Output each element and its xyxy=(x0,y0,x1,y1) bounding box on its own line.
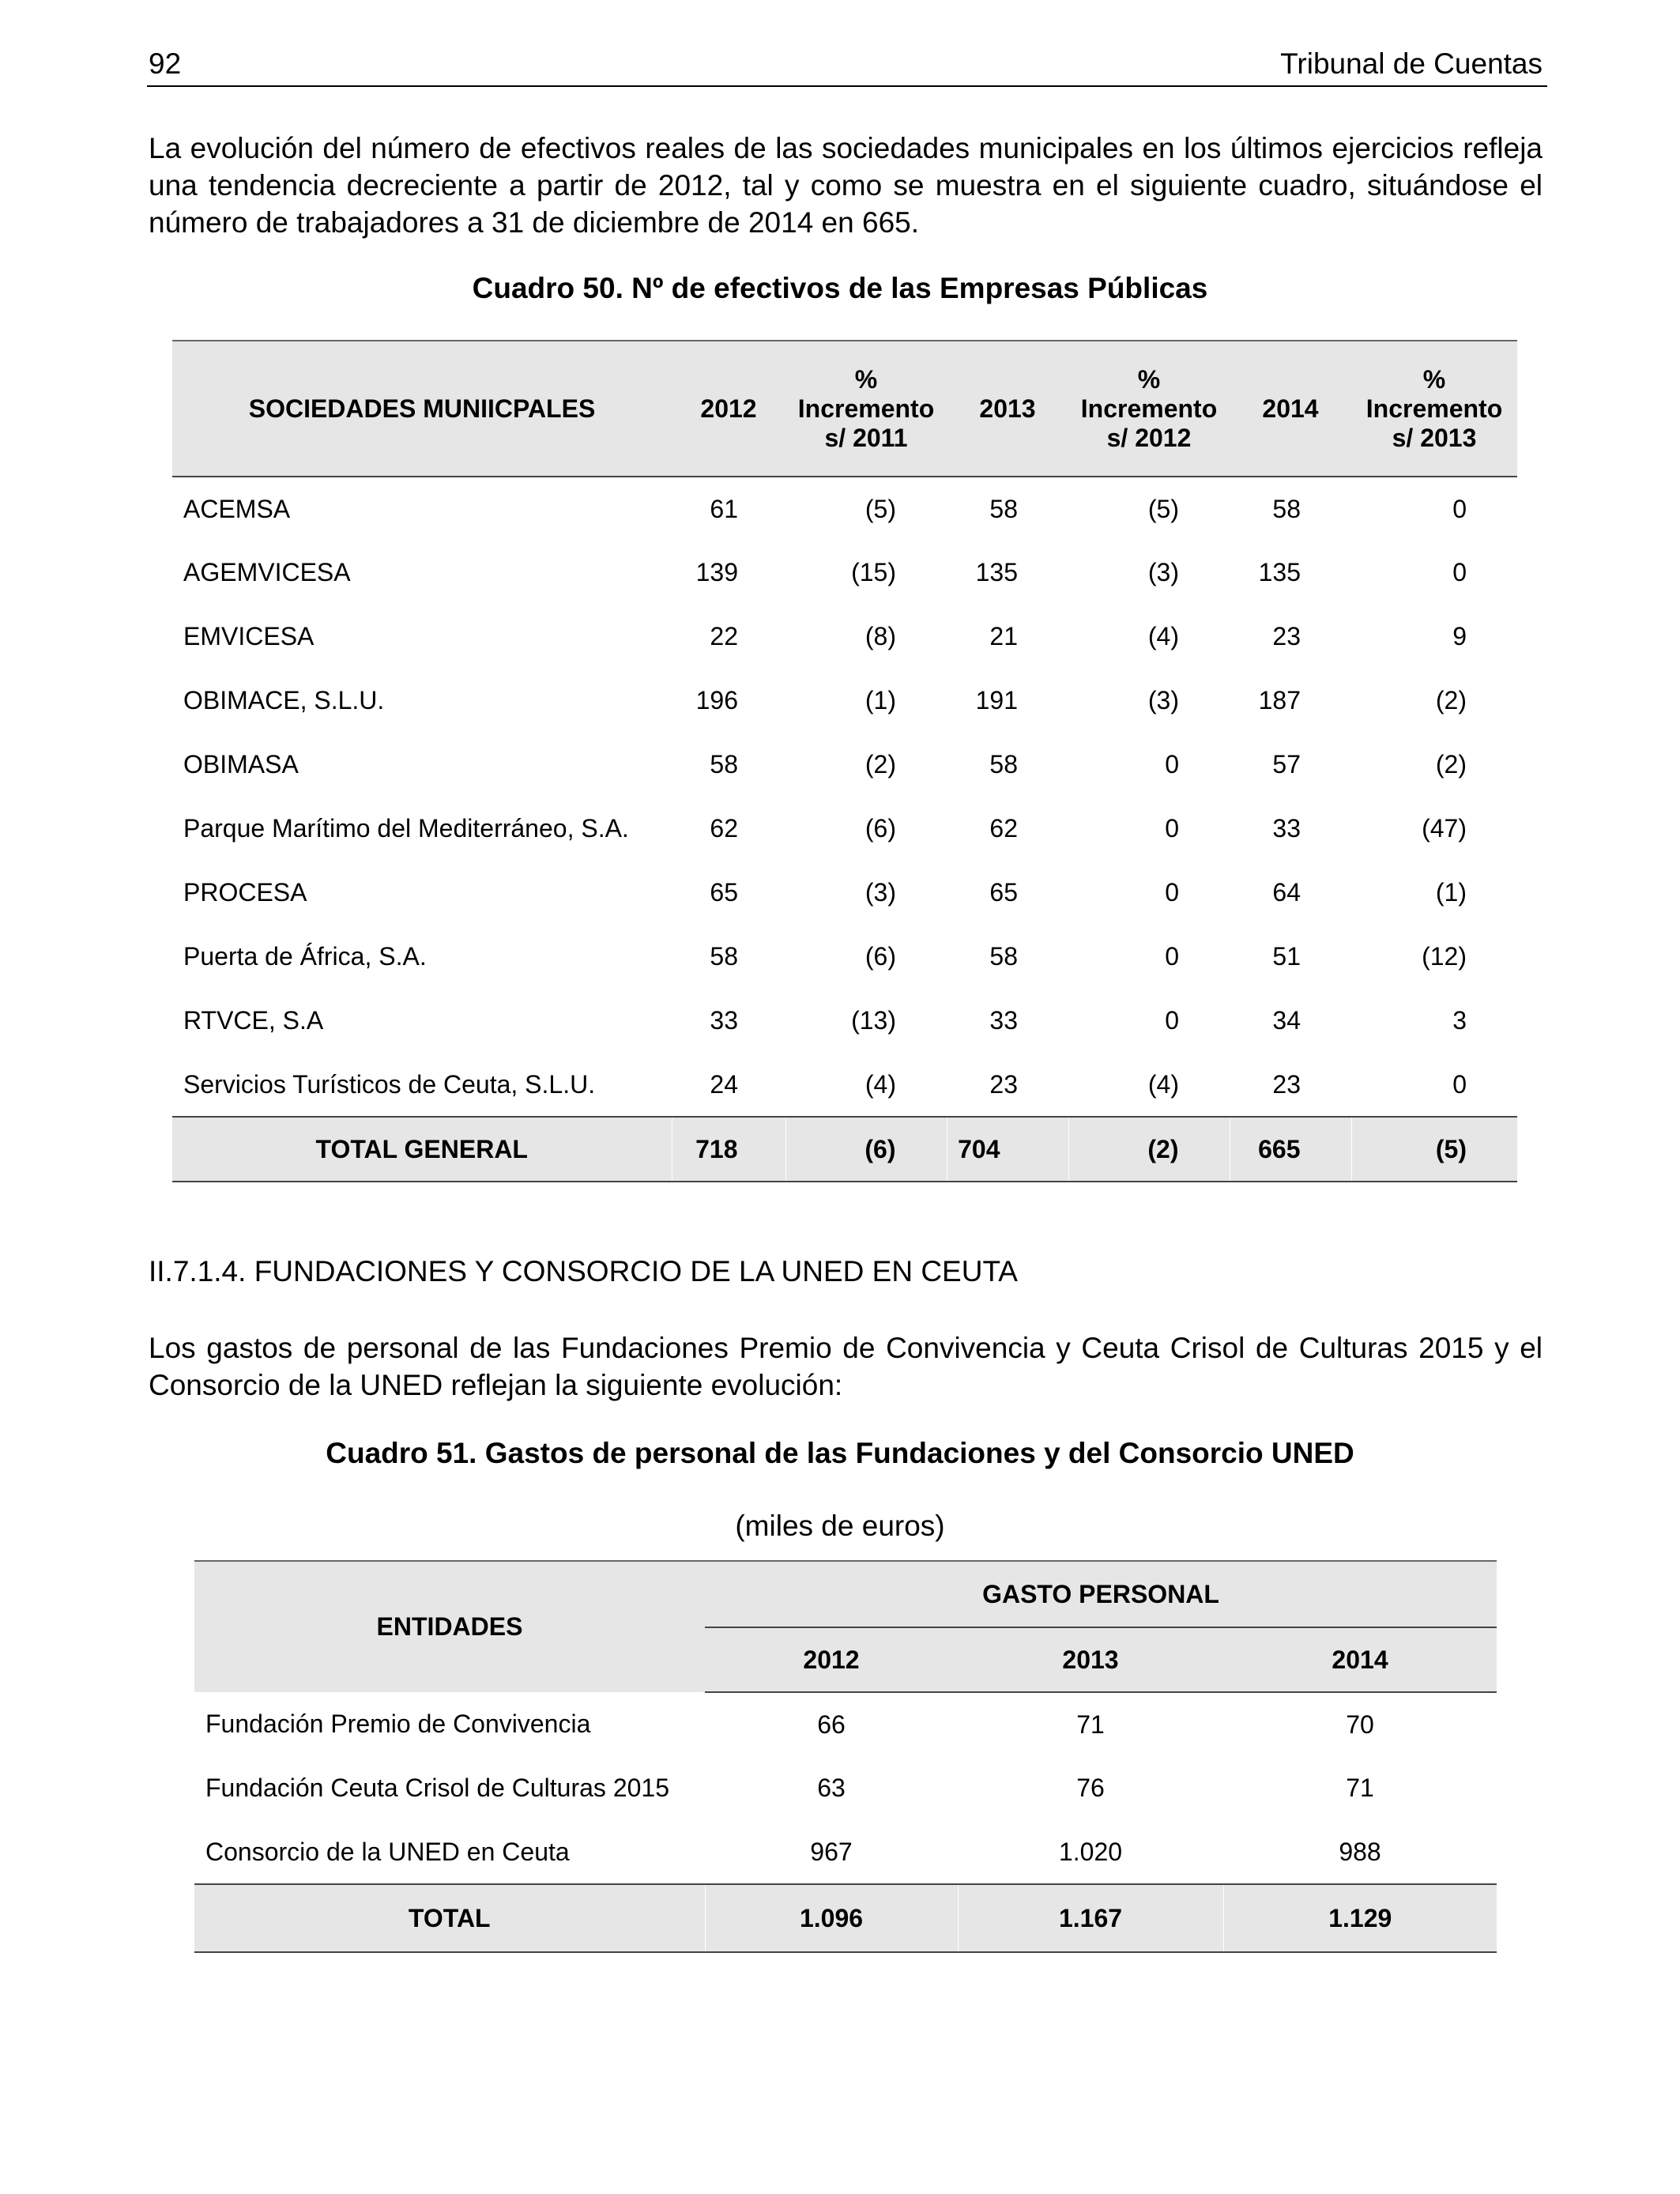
value-2012: 196 xyxy=(695,686,738,714)
entity-name: Fundación Ceuta Crisol de Culturas 2015 xyxy=(205,1774,669,1802)
increment-2012: (5) xyxy=(1147,494,1179,523)
value-2012: 139 xyxy=(695,558,738,586)
value-2014: 51 xyxy=(1272,942,1301,971)
table-header-row xyxy=(194,1561,1497,1627)
value-2013: 76 xyxy=(1076,1774,1105,1802)
increment-2012: 0 xyxy=(1165,1006,1179,1035)
header-rule xyxy=(147,85,1547,87)
total-label: TOTAL GENERAL xyxy=(172,1117,672,1182)
column-header-name: SOCIEDADES MUNIICPALES xyxy=(172,341,672,477)
column-header-gasto-personal: GASTO PERSONAL xyxy=(705,1561,1497,1627)
value-2013: 23 xyxy=(989,1069,1018,1099)
total-row xyxy=(172,1117,1517,1182)
value-2013: 62 xyxy=(989,814,1018,843)
column-header-inc-2011 xyxy=(785,341,947,477)
header-line: Incremento xyxy=(797,394,935,423)
company-name: Parque Marítimo del Mediterráneo, S.A. xyxy=(183,814,629,843)
value-2012: 62 xyxy=(710,814,738,843)
increment-2013: (2) xyxy=(1435,686,1467,714)
company-name: OBIMACE, S.L.U. xyxy=(183,686,385,714)
column-header-inc-2012 xyxy=(1068,341,1230,477)
section-paragraph: Los gastos de personal de las Fundaciones Premio de Convivencia y Ceuta Crisol de Culturas 2015 y el Consorcio de la UNED reflejan la siguiente evolución: xyxy=(149,1332,1543,1401)
table-row xyxy=(172,1053,1517,1117)
column-header-2014: 2014 xyxy=(1230,341,1351,477)
increment-2011: (1) xyxy=(864,686,896,714)
value-2014: 23 xyxy=(1272,1069,1301,1099)
increment-2013: (47) xyxy=(1422,814,1467,843)
header-line: % xyxy=(854,364,878,394)
table2-caption: Cuadro 51. Gastos de personal de las Fundaciones y del Consorcio UNED xyxy=(326,1437,1354,1469)
total-2014: 1.129 xyxy=(1223,1884,1497,1952)
column-header-entities: ENTIDADES xyxy=(194,1561,705,1692)
running-head: Tribunal de Cuentas xyxy=(1280,47,1543,80)
value-2014: 187 xyxy=(1258,686,1301,714)
efectivos-table xyxy=(172,340,1517,1182)
company-name: EMVICESA xyxy=(183,622,315,650)
value-2013: 58 xyxy=(989,494,1018,523)
value-2014: 70 xyxy=(1346,1710,1374,1739)
value-2013: 1.020 xyxy=(1058,1837,1123,1866)
total-2014: 665 xyxy=(1230,1117,1351,1182)
header-line: s/ 2011 xyxy=(824,423,908,452)
company-name: RTVCE, S.A xyxy=(183,1006,324,1035)
header-line: Incremento xyxy=(1365,394,1503,423)
value-2012: 22 xyxy=(710,622,738,650)
value-2014: 57 xyxy=(1272,750,1301,778)
total-2013: 704 xyxy=(947,1117,1068,1182)
value-2013: 191 xyxy=(975,686,1018,714)
company-name: ACEMSA xyxy=(183,494,291,523)
header-line: % xyxy=(1137,364,1161,394)
entity-name: Consorcio de la UNED en Ceuta xyxy=(205,1837,570,1866)
section-heading: II.7.1.4. FUNDACIONES Y CONSORCIO DE LA UNED EN CEUTA xyxy=(149,1255,1018,1287)
company-name: Servicios Turísticos de Ceuta, S.L.U. xyxy=(183,1069,596,1099)
table-row xyxy=(172,989,1517,1053)
increment-2011: (3) xyxy=(864,878,896,907)
value-2012: 61 xyxy=(710,494,738,523)
increment-2011: (15) xyxy=(851,558,896,586)
value-2012: 24 xyxy=(710,1069,738,1099)
table-row xyxy=(172,925,1517,989)
value-2014: 71 xyxy=(1346,1774,1374,1802)
increment-2013: 0 xyxy=(1452,1069,1467,1099)
column-header-inc-2013 xyxy=(1351,341,1517,477)
value-2013: 33 xyxy=(989,1006,1018,1035)
total-2013: 1.167 xyxy=(958,1884,1223,1952)
increment-2011: (6) xyxy=(864,942,896,971)
value-2012: 33 xyxy=(710,1006,738,1035)
table2-unit: (miles de euros) xyxy=(735,1510,945,1542)
header-line: % xyxy=(1422,364,1446,394)
company-name: PROCESA xyxy=(183,878,307,907)
increment-2013: 0 xyxy=(1452,494,1467,523)
column-header-2013: 2013 xyxy=(958,1627,1223,1692)
increment-2012: (3) xyxy=(1147,686,1179,714)
increment-2011: (5) xyxy=(864,494,896,523)
company-name: OBIMASA xyxy=(183,750,299,778)
increment-2011: (13) xyxy=(851,1006,896,1035)
table-row xyxy=(194,1692,1497,1756)
company-name: Puerta de África, S.A. xyxy=(183,942,427,971)
value-2012: 65 xyxy=(710,878,738,907)
total-2012: 1.096 xyxy=(705,1884,958,1952)
entity-name: Fundación Premio de Convivencia xyxy=(205,1710,591,1738)
value-2014: 58 xyxy=(1272,494,1301,523)
table-row xyxy=(172,605,1517,669)
gastos-personal-table xyxy=(194,1560,1497,1953)
value-2013: 65 xyxy=(989,878,1018,907)
value-2014: 64 xyxy=(1272,878,1301,907)
increment-2011: (8) xyxy=(864,622,896,650)
value-2013: 58 xyxy=(989,750,1018,778)
table-row xyxy=(172,669,1517,733)
value-2014: 34 xyxy=(1272,1006,1301,1035)
increment-2012: 0 xyxy=(1165,942,1179,971)
table-row xyxy=(194,1756,1497,1820)
total-2012: 718 xyxy=(672,1117,785,1182)
table-row xyxy=(172,477,1517,541)
total-row xyxy=(194,1884,1497,1952)
table-header-row xyxy=(172,341,1517,477)
increment-2013: (12) xyxy=(1422,942,1467,971)
total-increment-2012: (2) xyxy=(1068,1117,1230,1182)
increment-2013: 0 xyxy=(1452,558,1467,586)
value-2012: 967 xyxy=(810,1837,853,1866)
increment-2011: (4) xyxy=(864,1069,896,1099)
value-2014: 23 xyxy=(1272,622,1301,650)
table-row xyxy=(172,733,1517,797)
value-2014: 988 xyxy=(1339,1837,1381,1866)
value-2012: 63 xyxy=(817,1774,846,1802)
increment-2012: (4) xyxy=(1147,1069,1179,1099)
value-2013: 21 xyxy=(989,622,1018,650)
total-label: TOTAL xyxy=(194,1884,705,1952)
header-line: s/ 2013 xyxy=(1392,423,1477,452)
value-2014: 33 xyxy=(1272,814,1301,843)
value-2012: 58 xyxy=(710,750,738,778)
intro-paragraph: La evolución del número de efectivos reales de las sociedades municipales en los últimos ejercicios refleja una tendencia decreciente a partir de 2012, tal y como se muestra en el siguiente cuadro, situándose el número de trabajadores a 31 de diciembre de 2014 en 665. xyxy=(149,132,1543,239)
increment-2013: 9 xyxy=(1452,622,1467,650)
table-row xyxy=(172,861,1517,925)
column-header-2012: 2012 xyxy=(705,1627,958,1692)
increment-2011: (2) xyxy=(864,750,896,778)
header-line: Incremento xyxy=(1080,394,1218,423)
company-name: AGEMVICESA xyxy=(183,558,351,586)
increment-2012: 0 xyxy=(1165,750,1179,778)
increment-2012: 0 xyxy=(1165,814,1179,843)
increment-2013: (1) xyxy=(1435,878,1467,907)
column-header-2014: 2014 xyxy=(1223,1627,1497,1692)
total-increment-2011: (6) xyxy=(785,1117,947,1182)
value-2014: 135 xyxy=(1258,558,1301,586)
page-number: 92 xyxy=(149,47,182,80)
table-row xyxy=(172,541,1517,605)
increment-2013: 3 xyxy=(1452,1006,1467,1035)
increment-2012: (3) xyxy=(1147,558,1179,586)
column-header-2013: 2013 xyxy=(947,341,1068,477)
increment-2013: (2) xyxy=(1435,750,1467,778)
value-2013: 135 xyxy=(975,558,1018,586)
value-2012: 66 xyxy=(817,1710,846,1739)
header-line: s/ 2012 xyxy=(1106,423,1192,452)
total-increment-2013: (5) xyxy=(1351,1117,1517,1182)
table1-caption: Cuadro 50. Nº de efectivos de las Empresas Públicas xyxy=(472,272,1208,304)
column-header-2012: 2012 xyxy=(672,341,785,477)
increment-2012: (4) xyxy=(1147,622,1179,650)
table-row xyxy=(194,1820,1497,1884)
increment-2012: 0 xyxy=(1165,878,1179,907)
value-2013: 71 xyxy=(1076,1710,1105,1739)
value-2012: 58 xyxy=(710,942,738,971)
increment-2011: (6) xyxy=(864,814,896,843)
value-2013: 58 xyxy=(989,942,1018,971)
table-row xyxy=(172,797,1517,861)
